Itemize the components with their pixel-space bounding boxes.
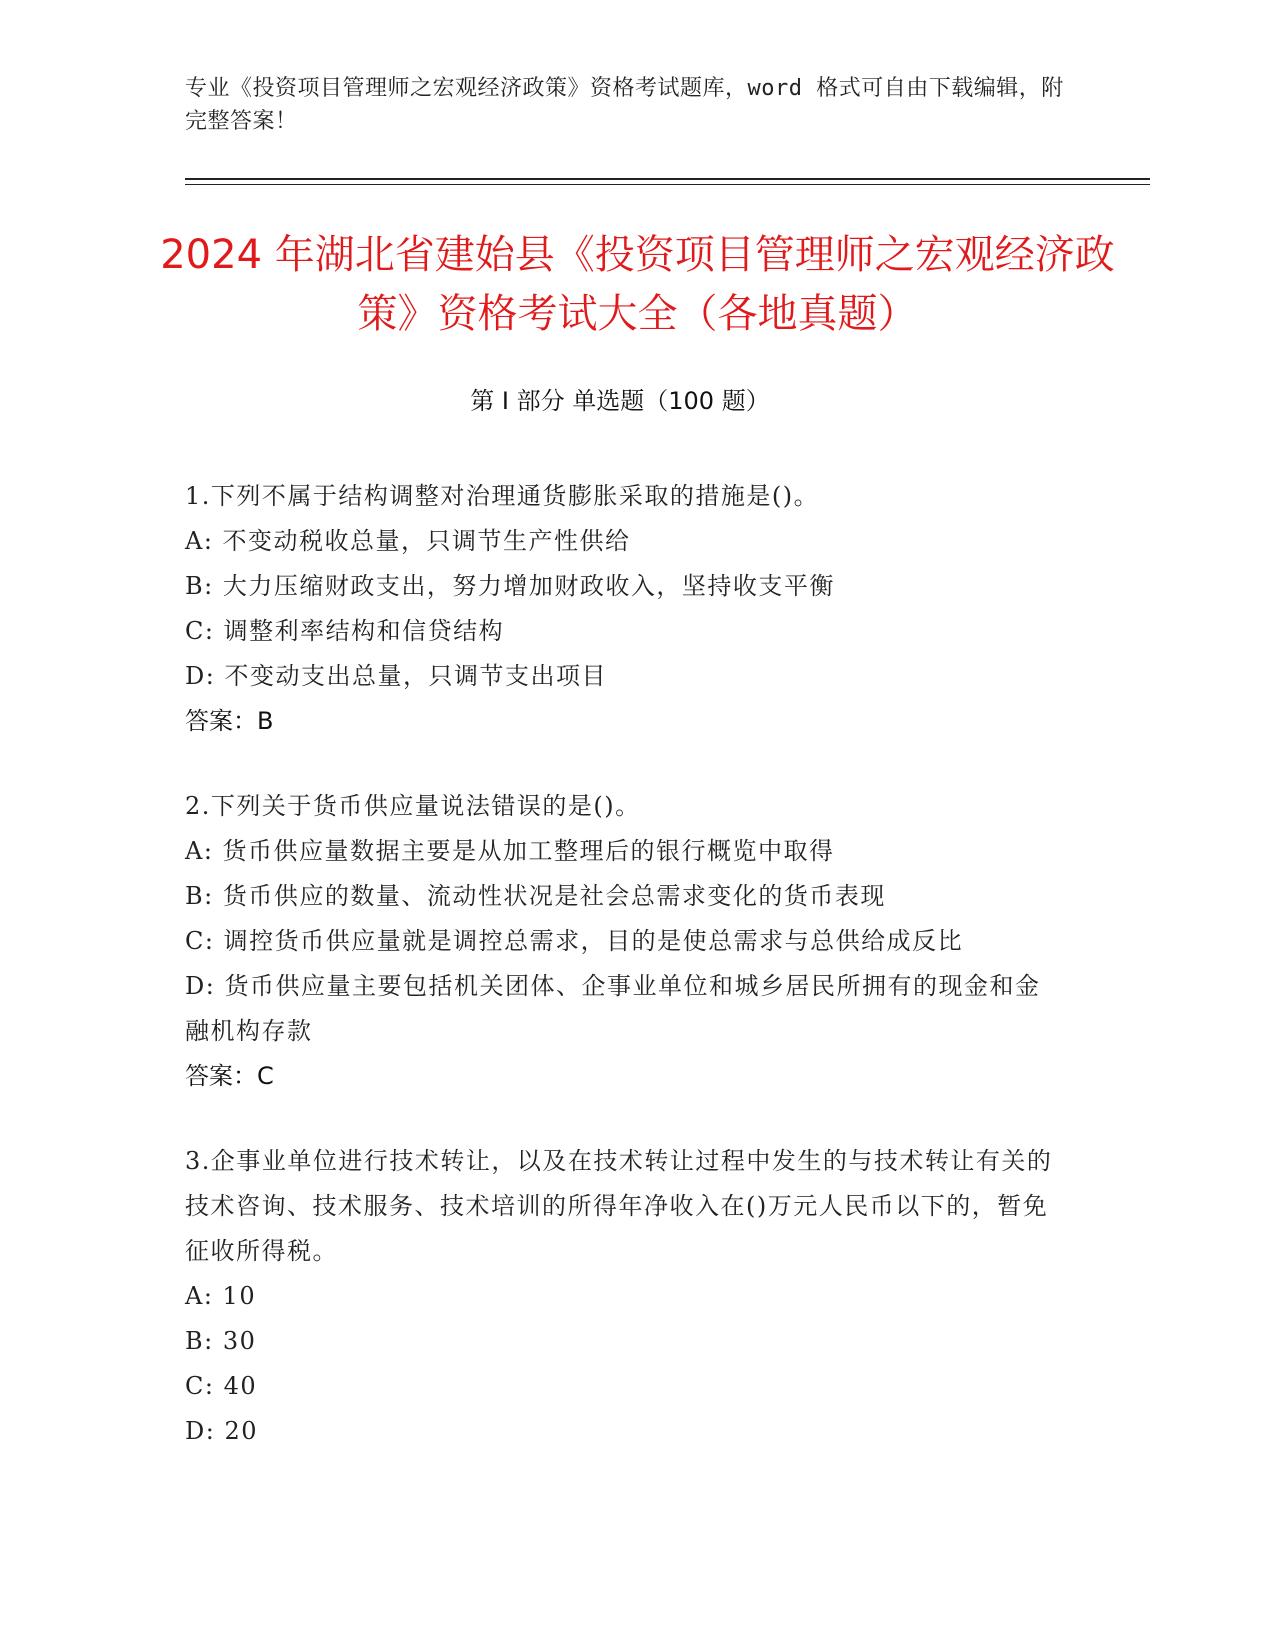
question-stem: 1.下列不属于结构调整对治理通货膨胀采取的措施是()。 <box>185 482 820 510</box>
option-b: B: 30 <box>185 1327 257 1355</box>
question-stem: 3.企事业单位进行技术转让，以及在技术转让过程中发生的与技术转让有关的技术咨询、技术服务、技术培训的所得年净收入在()万元人民币以下的，暂免征收所得税。 <box>185 1147 1053 1265</box>
option-a: A: 不变动税收总量，只调节生产性供给 <box>185 527 631 555</box>
section-title: 第 I 部分 单选题（100 题） <box>470 387 770 415</box>
question-2 <box>185 784 1065 1099</box>
option-c: C: 调整利率结构和信贷结构 <box>185 617 505 645</box>
header-rule-thin <box>185 184 1150 185</box>
answer-label: 答案：B <box>185 707 274 735</box>
header-note: 专业《投资项目管理师之宏观经济政策》资格考试题库，word 格式可自由下载编辑，附完整答案！ <box>185 76 1064 134</box>
question-1 <box>185 474 1065 744</box>
option-c: C: 调控货币供应量就是调控总需求，目的是使总需求与总供给成反比 <box>185 927 964 955</box>
option-a: A: 货币供应量数据主要是从加工整理后的银行概览中取得 <box>185 837 835 865</box>
document-title: 2024 年湖北省建始县《投资项目管理师之宏观经济政策》资格考试大全（各地真题） <box>160 232 1115 337</box>
option-c: C: 40 <box>185 1372 258 1400</box>
option-d: D: 20 <box>185 1417 258 1445</box>
option-d: D: 不变动支出总量，只调节支出项目 <box>185 662 607 690</box>
option-a: A: 10 <box>185 1282 257 1310</box>
option-b: B: 货币供应的数量、流动性状况是社会总需求变化的货币表现 <box>185 882 886 910</box>
option-d: D: 货币供应量主要包括机关团体、企事业单位和城乡居民所拥有的现金和金融机构存款 <box>185 972 1041 1045</box>
header-rule-thick <box>185 178 1150 180</box>
question-3 <box>185 1139 1065 1454</box>
question-list <box>185 474 1065 1494</box>
answer-label: 答案：C <box>185 1062 274 1090</box>
option-b: B: 大力压缩财政支出，努力增加财政收入，坚持收支平衡 <box>185 572 835 600</box>
question-stem: 2.下列关于货币供应量说法错误的是()。 <box>185 792 641 820</box>
